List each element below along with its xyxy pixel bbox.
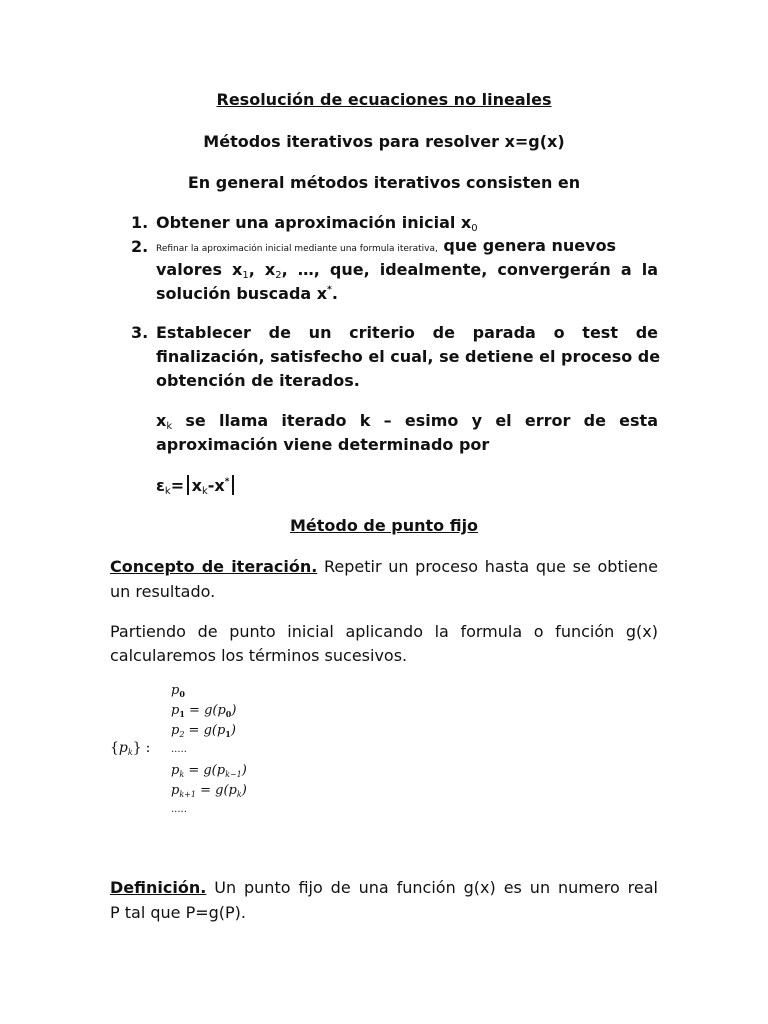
partiendo-line-2: calcularemos los términos sucesivos. [110,646,408,665]
item-2-line-1: Refinar la aproximación inicial mediante una formula iterativa, que genera nuevos [156,236,617,255]
item-2-line-3: solución buscada x*. [156,284,338,303]
sequence-row-3: ..... [171,744,187,755]
document-subtitle: Métodos iterativos para resolver x=g(x) [203,132,565,151]
item-3-line-2: finalización, satisfecho el cual, se detiene el proceso de [156,347,661,366]
concept-line-1: Concepto de iteración. Repetir un proceso hasta que se obtiene [110,557,658,576]
section-title: Método de punto fijo [289,516,479,535]
iterate-line-2: aproximación viene determinado por [156,435,490,454]
sequence-row-0: $p_0$ [171,683,185,699]
sequence-row-6: ..... [171,804,187,815]
document-title: Resolución de ecuaciones no lineales [216,90,552,109]
sequence-row-1: $p_1 = g(p_0)$ [171,703,237,719]
definition-line-1: Definición. Un punto fijo de una función g(x) es un numero real [110,878,658,897]
concept-line-2: un resultado. [110,582,216,601]
item-3-line-1: Establecer de un criterio de parada o test de [156,323,658,342]
definition-line-2: P tal que P=g(P). [110,903,246,922]
item-3-line-3: obtención de iterados. [156,371,360,390]
error-formula: εk= xk-x* [156,475,237,495]
iterate-line-1: xk se llama iterado k – esimo y el error de esta [156,411,658,432]
item-2-number: 2. [131,237,149,256]
sequence-row-4: $p_k = g(p_{k-1})$ [171,763,247,779]
sequence-row-5: $p_{k+1} = g(p_k)$ [171,783,247,799]
intro-text: En general métodos iterativos consisten en [187,173,581,192]
item-1-text: Obtener una aproximación inicial x0 [156,213,478,234]
sequence-row-2: $p_2 = g(p_1)$ [171,723,236,739]
abs-bar-right [232,475,234,495]
sequence-label: $\{p_k\}$ : [110,740,151,757]
item-2-line-2: valores x1, x2, …, que, idealmente, convergerán a la [156,260,658,281]
item-3-number: 3. [131,323,149,342]
abs-bar-left [187,475,189,495]
item-1-number: 1. [131,213,149,232]
partiendo-line-1: Partiendo de punto inicial aplicando la formula o función g(x) [110,622,658,641]
